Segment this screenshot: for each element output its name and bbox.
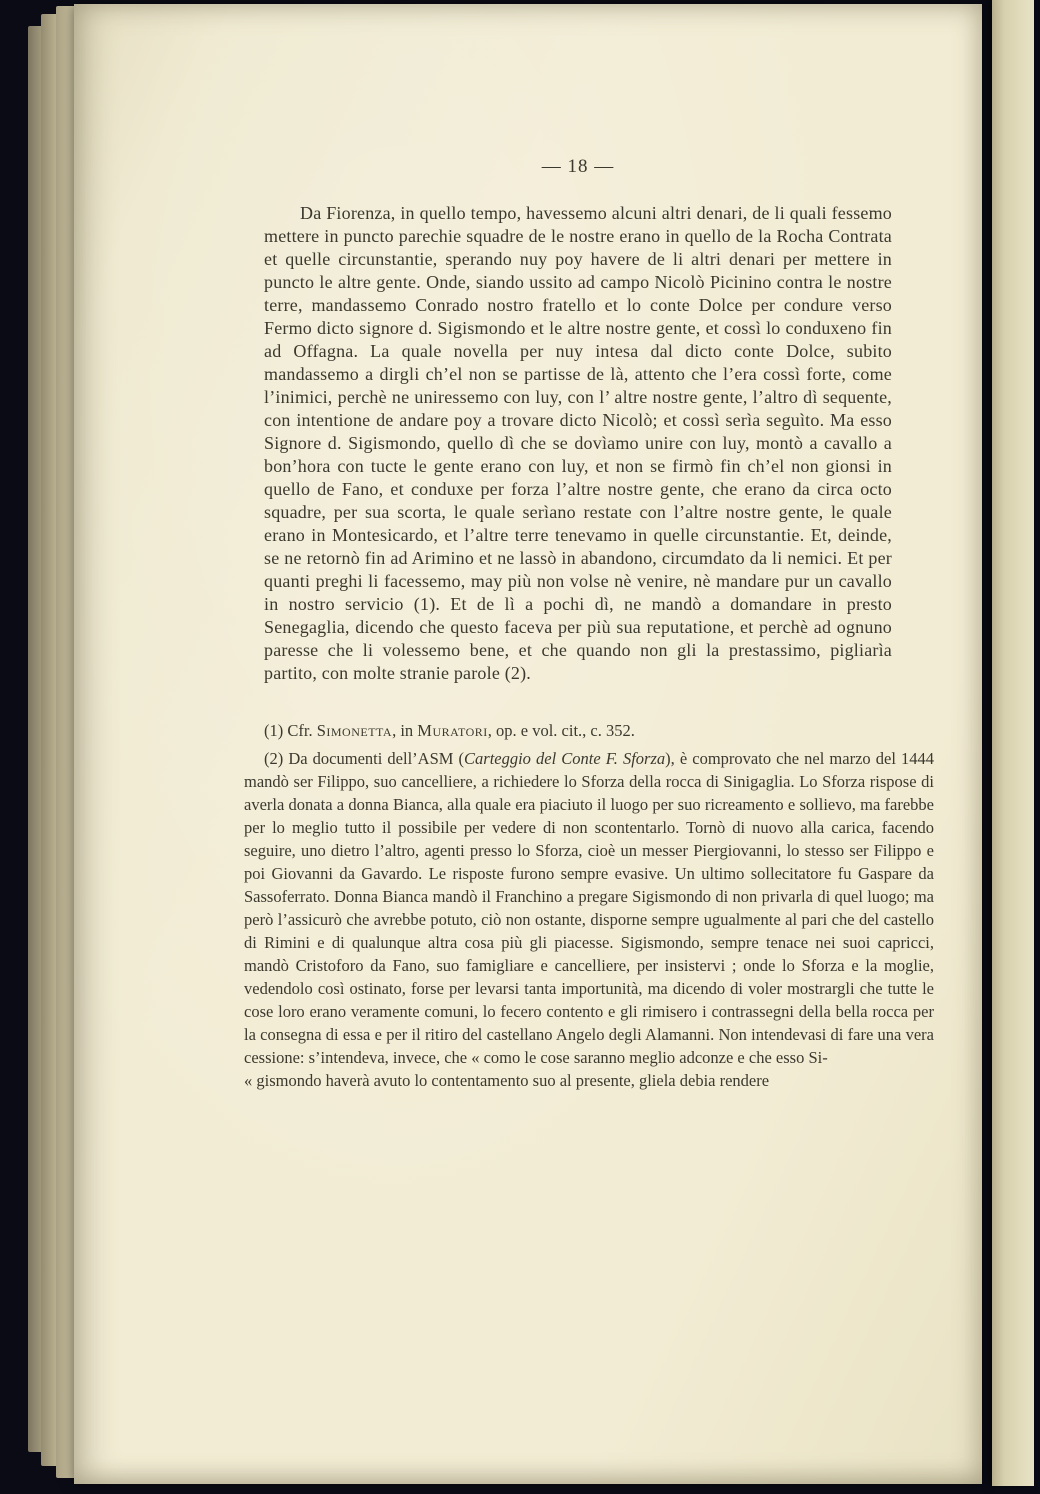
footnote-1-mid-text: , in: [392, 721, 418, 740]
footnote-2: [244, 747, 934, 1069]
page-content: [244, 156, 934, 1092]
page-edge-stack-3: [56, 6, 76, 1478]
page-number: — 18 —: [541, 156, 615, 177]
footnote-2-marker-text: (2) Da documenti dell’ASM (: [264, 749, 465, 768]
book-page: [74, 4, 982, 1484]
footnote-2-quotation-continuation: « gismondo haverà avuto lo contentamento suo al presente, gliela debia rendere: [244, 1071, 770, 1090]
adjacent-page-edge: [992, 0, 1034, 1486]
body-paragraph: Da Fiorenza, in quello tempo, havessemo alcuni altri denari, de li quali fessemo mettere in puncto parechie squadre de le nostre erano in quello de la Rocha Contrata et quelle circunstantie, sperando nuy poy havere de li altri denari per mettere in puncto le altre gente. Onde, siando ussito ad campo Nicolò Picinino contra le nostre terre, mandassemo Conrado nostro fratello et lo conte Dolce per condure verso Fermo dicto signore d. Sigismondo et le altre nostre gente, et cossì lo conduxeno fin ad Offagna. La quale novella per nuy intesa dal dicto conte Dolce, subito mandassemo a dirgli ch’el non se partisse de là, attento che l’era cossì forte, come l’inimici, perchè ne uniressemo con luy, con l’ altre nostre gente, l’altro dì sequente, con intentione de andare poy a trovare dicto Nicolò; et cossì serìa seguìto. Ma esso Signore d. Sigismondo, quello dì che se dovìamo unire con luy, montò a cavallo a bon’hora con tucte le gente erano con luy, et non se firmò fin ch’el non gionsi in quello de Fano, et conduxe per forza l’altre nostre gente, che erano da circa octo squadre, per sua scorta, le quale serìano restate con l’altre nostre gente, le quale erano in Montesicardo, et l’altre terre tenevamo in quelle circunstantie. Et, deinde, se ne retornò fin ad Arimino et ne lassò in abandono, circumdato da li nemici. Et per quanti preghi li facessemo, may più non volse nè venire, nè mandare pur un cavallo in nostro servicio (1). Et de lì a pochi dì, ne mandò a domandare in presto Senegaglia, dicendo che questo faceva per più sua reputatione, et perchè ad ognuno paresse che li volessemo bene, et che quando non gli la prestassimo, pigliarìa partito, con molte stranie parole (2).: [264, 203, 892, 683]
footnote-1: [244, 719, 934, 742]
footnote-2-body-text: ), è comprovato che nel marzo del 1444 mandò ser Filippo, suo cancelliere, a richiedere lo Sforza della rocca di Sinigaglia. Lo Sforza rispose di averla donata a donna Bianca, alla quale era piaciuto il luogo per suo ricreamento e sollievo, ma farebbe per lo meglio tutto il possibile per vedere di non scontentarlo. Tornò di nuovo alla carica, facendo seguire, uno dietro l’altro, agenti presso lo Sforza, cioè un messer Piergiovanni, lo stesso ser Filippo e poi Giovanni da Gavardo. Le risposte furono sempre evasive. Un ultimo sollecitatore fu Gaspare da Sassoferrato. Donna Bianca mandò il Franchino a pregare Sigismondo di non privarla di quel luogo; ma però l’assicurò che avrebbe potuto, ciò non ostante, disporne sempre ugualmente al pari che del castello di Rimini e di qualunque altra cosa più gli piacesse. Sigismondo, sempre tenace nei suoi capricci, mandò Cristoforo da Fano, suo famigliare e cancelliere, per insistervi ; onde lo Sforza e la moglie, vedendolo così ostinato, forse per levarsi tanta importunità, ma dicendo di voler mostrargli che tutte le cose loro erano veramente comuni, lo fecero contento e gli rimisero i contrassegni della bella rocca per la consegna di essa e per il ritiro del castellano Angelo degli Alamanni. Non intendevasi di fare una vera cessione: s’intendeva, invece, che « como le cose saranno meglio adconze e che esso Si-: [244, 749, 934, 1067]
footnote-1-citation-text: , op. e vol. cit., c. 352.: [487, 721, 635, 740]
footnotes-section: [244, 719, 934, 1092]
footnote-1-author-muratori: Muratori: [417, 721, 488, 740]
footnote-1-marker-text: (1) Cfr.: [264, 721, 317, 740]
footnote-2-work-title: Carteggio del Conte F. Sforza: [464, 749, 666, 768]
footnote-1-author-simonetta: Simonetta: [316, 721, 393, 740]
